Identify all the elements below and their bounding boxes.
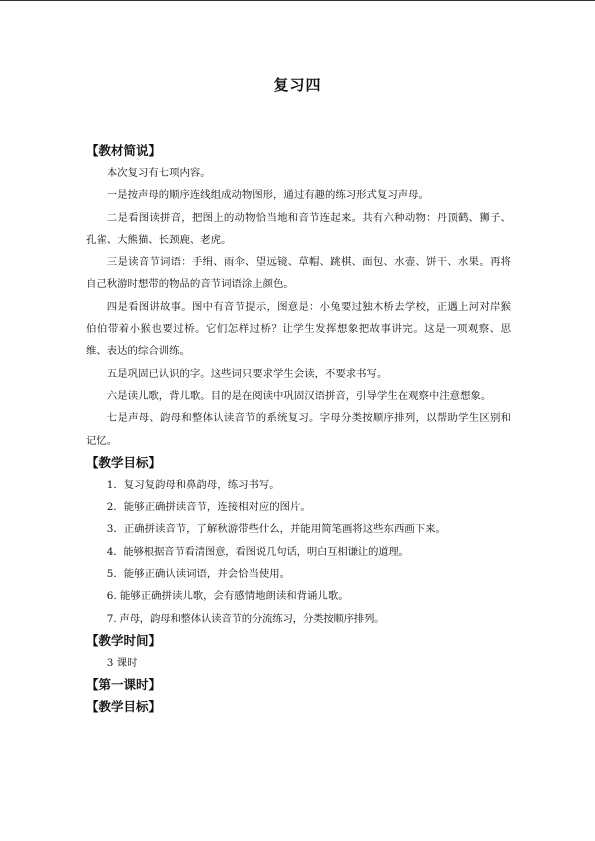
materials-paragraph: 六是读儿歌，背儿歌。目的是在阅读中巩固汉语拼音，引导学生在观察中注意想象。 (106, 389, 492, 402)
materials-paragraph: 本次复习有七项内容。 (106, 167, 211, 179)
objective-item: 2．能够正确拼读音节，连接相对应的图片。 (106, 501, 311, 514)
section-heading-objectives: 【教学目标】 (86, 454, 162, 470)
section-heading-objectives-2: 【教学目标】 (86, 699, 162, 715)
materials-paragraph: 五是巩固已认识的字。这些词只要求学生会读，不要求书写。 (106, 367, 388, 380)
section-heading-time: 【教学时间】 (86, 632, 162, 648)
top-border-rule (0, 0, 595, 1)
section-heading-lesson-1: 【第一课时】 (86, 677, 162, 693)
objective-item: 7. 声母，韵母和整体认读音节的分流练习，分类按顺序排列。 (106, 612, 385, 625)
materials-paragraph: 四是看图讲故事。图中有音节提示，图意是：小兔要过独木桥去学校，正遇上河对岸猴伯伯带着小猴也要过桥。它们怎样过桥？让学生发挥想象把故事讲完。这是一项观察、思维、表达的综合训练。 (86, 300, 511, 358)
document-title: 复习四 (273, 76, 322, 94)
materials-paragraph: 七是声母、韵母和整体认读音节的系统复习。字母分类按顺序排列，以帮助学生区别和记忆。 (86, 412, 511, 447)
section-heading-materials: 【教材简说】 (86, 143, 162, 158)
objective-item: 4．能够根据音节看清图意，看图说几句话，明白互相谦让的道理。 (106, 545, 409, 558)
teaching-time-value: 3 课时 (106, 656, 138, 669)
materials-paragraph: 二是看图读拼音，把图上的动物恰当地和音节连起来。共有六种动物：丹顶鹤、狮子、孔雀、大熊猫、长颈鹿、老虎。 (86, 211, 511, 246)
objective-item: 5．能够正确认读词语，并会恰当使用。 (106, 568, 291, 581)
materials-paragraph: 三是读音节词语：手绢、雨伞、望远镜、草帽、跳棋、面包、水壶、饼干、水果。再将自己秋游时想带的物品的音节词语涂上颜色。 (86, 256, 511, 291)
objective-item: 3．正确拼读音节，了解秋游带些什么，并能用简笔画将这些东西画下来。 (106, 523, 446, 536)
materials-paragraph: 一是按声母的顺序连线组成动物图形，通过有趣的练习形式复习声母。 (106, 189, 429, 202)
objective-item: 1．复习复韵母和鼻韵母，练习书写。 (106, 478, 280, 491)
document-body (86, 140, 511, 718)
objective-item: 6. 能够正确拼读儿歌，会有感情地朗读和背诵儿歌。 (106, 590, 349, 603)
